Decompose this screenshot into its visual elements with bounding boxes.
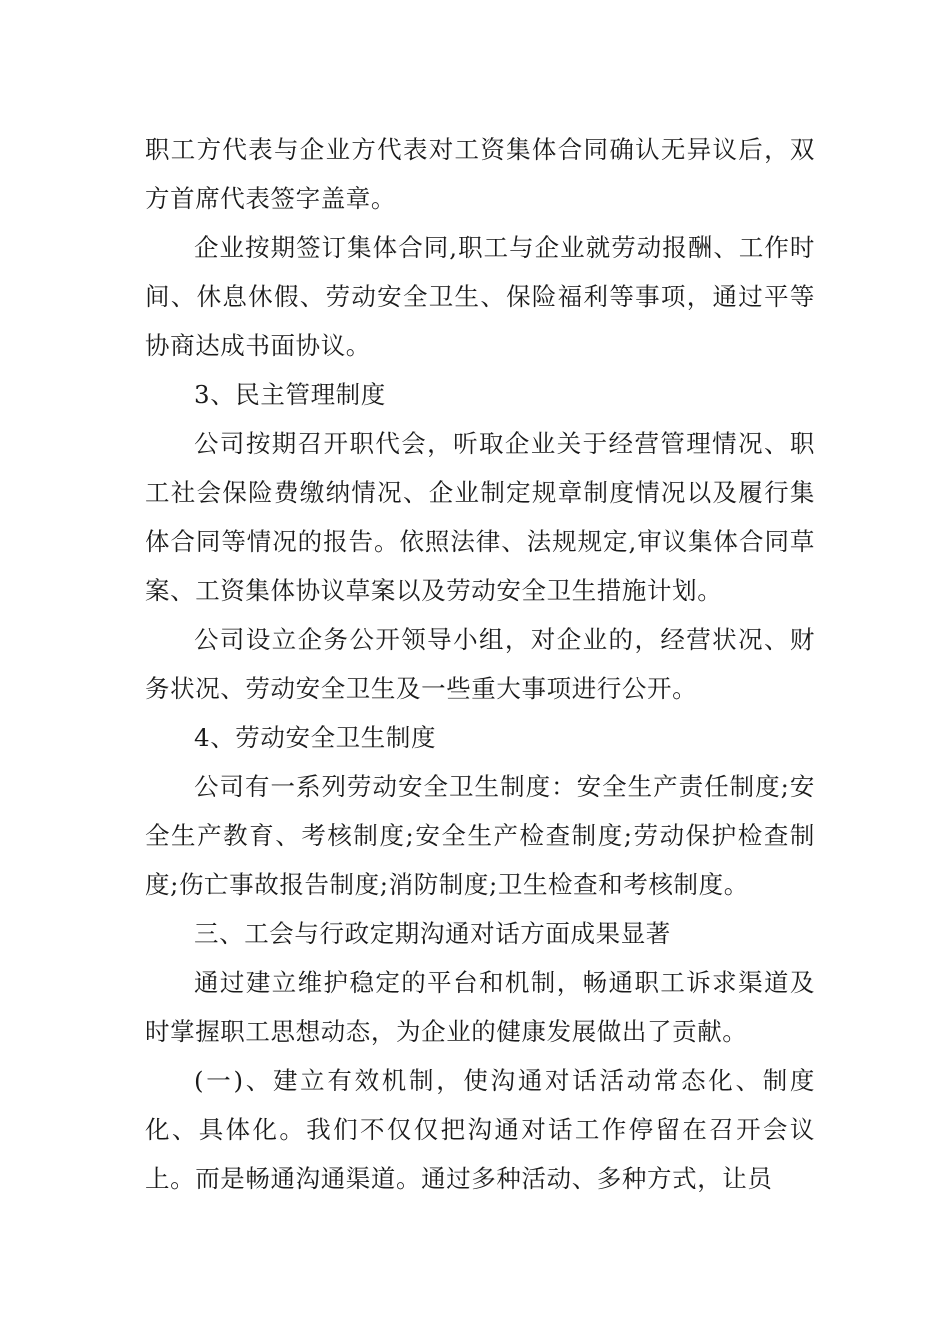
paragraph-workers-congress: 公司按期召开职代会，听取企业关于经营管理情况、职工社会保险费缴纳情况、企业制定规章制度情况以及履行集体合同等情况的报告。依照法律、法规规定,审议集体合同草案、工资集体协议草案以及劳动安全卫生措施计划。 — [145, 429, 815, 605]
section-heading-democratic-management: 3、民主管理制度 — [194, 380, 386, 409]
paragraph-continuation: 职工方代表与企业方代表对工资集体合同确认无异议后，双方首席代表签字盖章。 — [145, 135, 815, 213]
section-heading-dialogue-results: 三、工会与行政定期沟通对话方面成果显著 — [194, 919, 671, 948]
paragraph-stability-platform: 通过建立维护稳定的平台和机制，畅通职工诉求渠道及时掌握职工思想动态，为企业的健康发展做出了贡献。 — [145, 968, 815, 1046]
paragraph-effective-mechanism: (一)、建立有效机制，使沟通对话活动常态化、制度化、具体化。我们不仅仅把沟通对话工作停留在召开会议上。而是畅通沟通渠道。通过多种活动、多种方式，让员 — [145, 1066, 815, 1193]
paragraph-safety-systems: 公司有一系列劳动安全卫生制度：安全生产责任制度;安全生产教育、考核制度;安全生产检查制度;劳动保护检查制度;伤亡事故报告制度;消防制度;卫生检查和考核制度。 — [145, 772, 815, 899]
paragraph-collective-contract: 企业按期签订集体合同,职工与企业就劳动报酬、工作时间、休息休假、劳动安全卫生、保险福利等事项，通过平等协商达成书面协议。 — [145, 233, 815, 360]
document-body — [145, 125, 815, 1203]
paragraph-affairs-disclosure: 公司设立企务公开领导小组，对企业的，经营状况、财务状况、劳动安全卫生及一些重大事项进行公开。 — [145, 625, 815, 703]
section-heading-labor-safety: 4、劳动安全卫生制度 — [194, 723, 437, 752]
